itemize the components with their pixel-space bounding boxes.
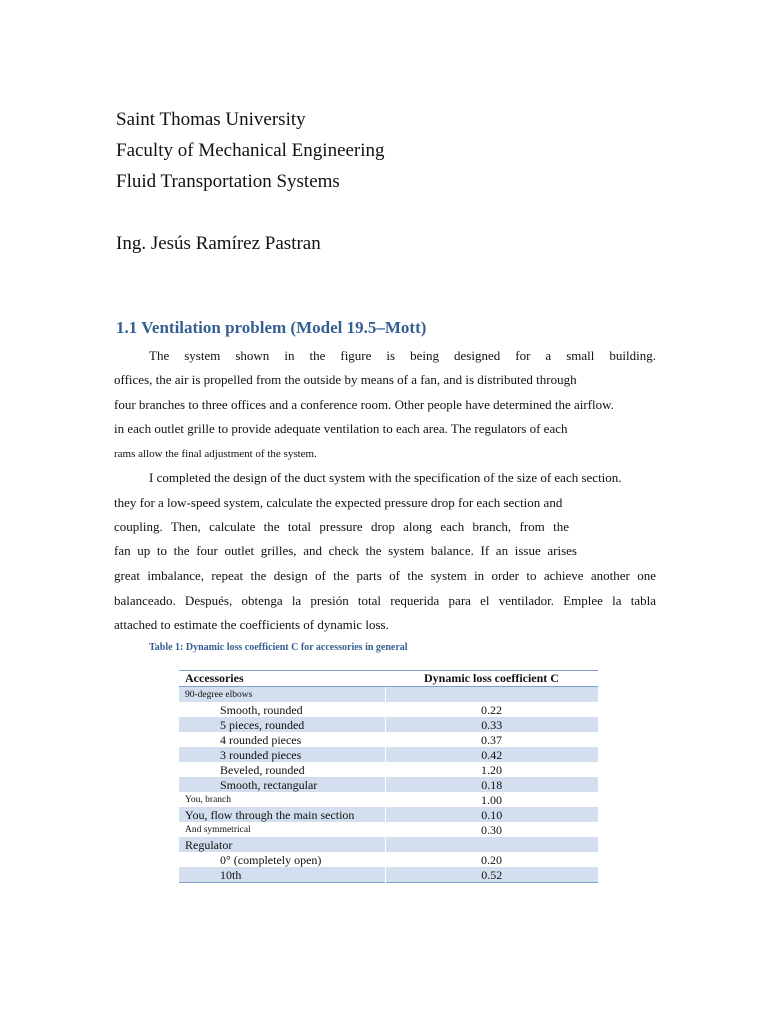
accessory-cell: 4 rounded pieces [220, 732, 302, 747]
table-header-row [179, 671, 598, 687]
paragraph-line: great imbalance, repeat the design of the parts of the system in order to achieve another one [114, 568, 656, 583]
accessory-cell: You, branch [185, 794, 232, 805]
column-header-coefficient: Dynamic loss coefficient C [385, 671, 598, 687]
table-row [179, 792, 598, 807]
coefficient-cell: 0.22 [481, 702, 502, 717]
paragraph-line: The system shown in the figure is being designed for a small building. [149, 348, 656, 363]
accessory-cell: 10th [179, 867, 385, 883]
coefficient-cell: 0.33 [385, 717, 598, 732]
paragraph-line: offices, the air is propelled from the outside by means of a fan, and is distributed through [114, 372, 577, 387]
table-caption: Table 1: Dynamic loss coefficient C for accessories in general [149, 642, 408, 653]
table-row [179, 867, 598, 883]
accessory-cell: Regulator [179, 837, 385, 852]
table-row [179, 687, 598, 703]
table-row [179, 717, 598, 732]
accessory-cell: 0° (completely open) [220, 852, 322, 867]
accessory-cell: 5 pieces, rounded [179, 717, 385, 732]
column-header-accessories: Accessories [179, 671, 385, 687]
paragraph-line: they for a low-speed system, calculate the expected pressure drop for each section and [114, 495, 563, 510]
accessory-cell: 90-degree elbows [179, 687, 385, 703]
accessory-cell: You, flow through the main section [179, 807, 385, 822]
coefficient-cell: 0.52 [385, 867, 598, 883]
paragraph-line: fan up to the four outlet grilles, and check the system balance. If an issue arises [114, 543, 577, 558]
accessory-cell: Smooth, rectangular [179, 777, 385, 792]
table-row [179, 702, 598, 717]
coefficient-cell [385, 687, 598, 703]
table-row [179, 852, 598, 867]
accessory-cell: And symmetrical [185, 824, 251, 835]
loss-coefficient-table [179, 670, 598, 883]
coefficient-cell: 0.10 [385, 807, 598, 822]
coefficient-cell: 0.37 [481, 732, 502, 747]
coefficient-cell: 1.20 [481, 762, 502, 777]
paragraph-line: coupling. Then, calculate the total pressure drop along each branch, from the [114, 519, 569, 534]
paragraph-line: balanceado. Después, obtenga la presión total requerida para el ventilador. Emplee la tabla [114, 593, 656, 608]
paragraph-line: four branches to three offices and a conference room. Other people have determined the airflow. [114, 397, 614, 412]
table-row [179, 837, 598, 852]
coefficient-cell: 0.20 [481, 852, 502, 867]
accessory-cell: Beveled, rounded [220, 762, 305, 777]
coefficient-cell: 1.00 [481, 792, 502, 807]
accessory-cell: Smooth, rounded [220, 702, 303, 717]
faculty-name: Faculty of Mechanical Engineering [116, 140, 385, 161]
table-row [179, 807, 598, 822]
course-name: Fluid Transportation Systems [116, 171, 340, 192]
coefficient-cell: 0.18 [385, 777, 598, 792]
author-name: Ing. Jesús Ramírez Pastran [116, 233, 321, 254]
table-row [179, 762, 598, 777]
coefficient-cell: 0.30 [481, 822, 502, 837]
table-row [179, 732, 598, 747]
university-name: Saint Thomas University [116, 109, 306, 130]
table-row [179, 747, 598, 762]
paragraph-line: I completed the design of the duct system with the specification of the size of each section. [149, 470, 622, 485]
paragraph-line: attached to estimate the coefficients of dynamic loss. [114, 617, 389, 632]
section-heading: 1.1 Ventilation problem (Model 19.5–Mott) [116, 318, 427, 337]
table-row [179, 777, 598, 792]
paragraph-line: rams allow the final adjustment of the system. [114, 448, 317, 460]
coefficient-cell: 0.42 [385, 747, 598, 762]
table-row [179, 822, 598, 837]
coefficient-cell [385, 837, 598, 852]
accessory-cell: 3 rounded pieces [179, 747, 385, 762]
paragraph-line: in each outlet grille to provide adequate ventilation to each area. The regulators of each [114, 421, 568, 436]
